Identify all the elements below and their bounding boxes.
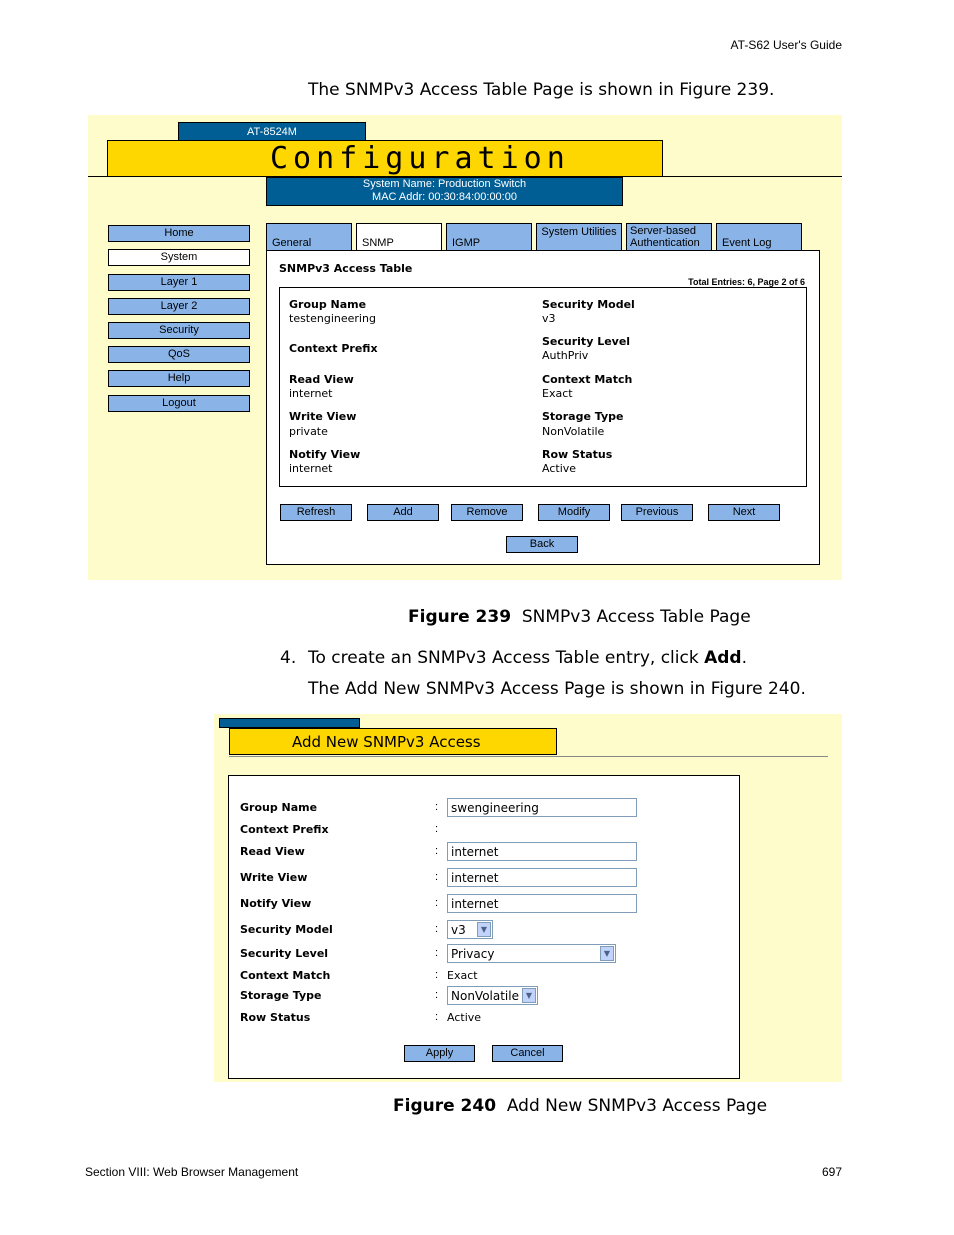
field-value: AuthPriv [542, 349, 589, 362]
field-label: Write View [289, 410, 357, 423]
refresh-button[interactable]: Refresh [280, 504, 352, 521]
field-value: internet [289, 462, 333, 475]
security-level-value: Privacy [451, 947, 495, 961]
mac-address: MAC Addr: 00:30:84:00:00:00 [372, 191, 517, 203]
colon: : [435, 871, 439, 883]
back-button[interactable]: Back [506, 536, 578, 553]
nav-home-button[interactable]: Home [108, 225, 250, 242]
step-end: . [741, 648, 747, 668]
tab-server-authentication[interactable]: Server-based Authentication [626, 223, 712, 250]
chevron-down-icon: ▼ [477, 922, 491, 937]
colon: : [435, 823, 439, 835]
title-divider [229, 756, 828, 757]
model-tab: AT-8524M [178, 122, 366, 142]
tab-snmp[interactable]: SNMP [356, 223, 442, 251]
row-status-value: Active [447, 1011, 482, 1024]
security-model-value: v3 [451, 923, 466, 937]
title-tab [219, 718, 360, 728]
apply-button[interactable]: Apply [404, 1045, 475, 1062]
field-value: internet [289, 387, 333, 400]
colon: : [435, 989, 439, 1001]
system-info [266, 177, 623, 206]
storage-type-select[interactable] [447, 986, 538, 1005]
field-label: Notify View [289, 448, 361, 461]
intro-text: The SNMPv3 Access Table Page is shown in Figure 239. [308, 80, 775, 100]
field-value: testengineering [289, 312, 376, 325]
figure-240-caption [393, 1096, 767, 1116]
add-button[interactable]: Add [367, 504, 439, 521]
nav-qos-button[interactable]: QoS [108, 346, 250, 363]
form-label: Security Level [240, 947, 329, 960]
field-value: private [289, 425, 328, 438]
caption-number: Figure 239 [408, 607, 512, 627]
field-value: v3 [542, 312, 556, 325]
step-text [308, 648, 747, 668]
step-number: 4. [280, 648, 297, 668]
nav-help-button[interactable]: Help [108, 370, 250, 387]
nav-security-button[interactable]: Security [108, 322, 250, 339]
field-label: Context Match [542, 373, 633, 386]
field-label: Storage Type [542, 410, 624, 423]
add-access-title: Add New SNMPv3 Access [229, 728, 557, 755]
system-name: System Name: Production Switch [362, 178, 527, 190]
next-button[interactable]: Next [708, 504, 780, 521]
form-label: Row Status [240, 1011, 311, 1024]
storage-type-value: NonVolatile [451, 989, 519, 1003]
page-number: 697 [821, 1165, 842, 1179]
step-bold: Add [704, 648, 742, 668]
nav-layer2-button[interactable]: Layer 2 [108, 298, 250, 315]
footer-section: Section VIII: Web Browser Management [85, 1165, 299, 1179]
remove-button[interactable]: Remove [451, 504, 523, 521]
chevron-down-icon: ▼ [522, 988, 536, 1003]
form-label: Read View [240, 845, 305, 858]
notify-view-input[interactable]: internet [447, 894, 637, 913]
form-label: Notify View [240, 897, 312, 910]
entries-count: Total Entries: 6, Page 2 of 6 [688, 277, 805, 287]
field-label: Context Prefix [289, 342, 378, 355]
tab-general[interactable]: General [266, 223, 352, 250]
figure-239-caption [408, 607, 751, 627]
field-label: Security Level [542, 335, 631, 348]
form-label: Group Name [240, 801, 318, 814]
colon: : [435, 923, 439, 935]
tab-system-utilities[interactable]: System Utilities [536, 223, 622, 250]
security-level-select[interactable] [447, 944, 616, 963]
field-label: Security Model [542, 298, 635, 311]
form-label: Write View [240, 871, 308, 884]
field-label: Read View [289, 373, 354, 386]
colon: : [435, 1011, 439, 1023]
field-value: Active [542, 462, 577, 475]
nav-logout-button[interactable]: Logout [108, 395, 250, 412]
table-title: SNMPv3 Access Table [279, 262, 413, 275]
form-label: Storage Type [240, 989, 322, 1002]
context-match-value: Exact [447, 969, 478, 982]
colon: : [435, 801, 439, 813]
nav-system-button[interactable]: System [108, 249, 250, 266]
cancel-button[interactable]: Cancel [492, 1045, 563, 1062]
colon: : [435, 845, 439, 857]
chevron-down-icon: ▼ [600, 946, 614, 961]
form-label: Context Prefix [240, 823, 329, 836]
field-label: Group Name [289, 298, 367, 311]
previous-button[interactable]: Previous [621, 504, 693, 521]
caption-text: Add New SNMPv3 Access Page [506, 1096, 768, 1116]
step-instruction: To create an SNMPv3 Access Table entry, click [308, 648, 705, 668]
modify-button[interactable]: Modify [538, 504, 610, 521]
caption-text: SNMPv3 Access Table Page [521, 607, 751, 627]
intro-text: The Add New SNMPv3 Access Page is shown in Figure 240. [308, 679, 806, 699]
field-label: Row Status [542, 448, 613, 461]
config-title: Configuration [270, 141, 570, 176]
nav-layer1-button[interactable]: Layer 1 [108, 274, 250, 291]
colon: : [435, 897, 439, 909]
field-value: NonVolatile [542, 425, 605, 438]
caption-number: Figure 240 [393, 1096, 497, 1116]
guide-title: AT-S62 User's Guide [730, 38, 842, 52]
security-model-select[interactable] [447, 920, 493, 939]
tab-event-log[interactable]: Event Log [716, 223, 802, 250]
read-view-input[interactable]: internet [447, 842, 637, 861]
form-label: Security Model [240, 923, 333, 936]
form-label: Context Match [240, 969, 331, 982]
colon: : [435, 969, 439, 981]
group-name-input[interactable]: swengineering [447, 798, 637, 817]
tab-igmp[interactable]: IGMP [446, 223, 532, 250]
colon: : [435, 947, 439, 959]
field-value: Exact [542, 387, 573, 400]
write-view-input[interactable]: internet [447, 868, 637, 887]
